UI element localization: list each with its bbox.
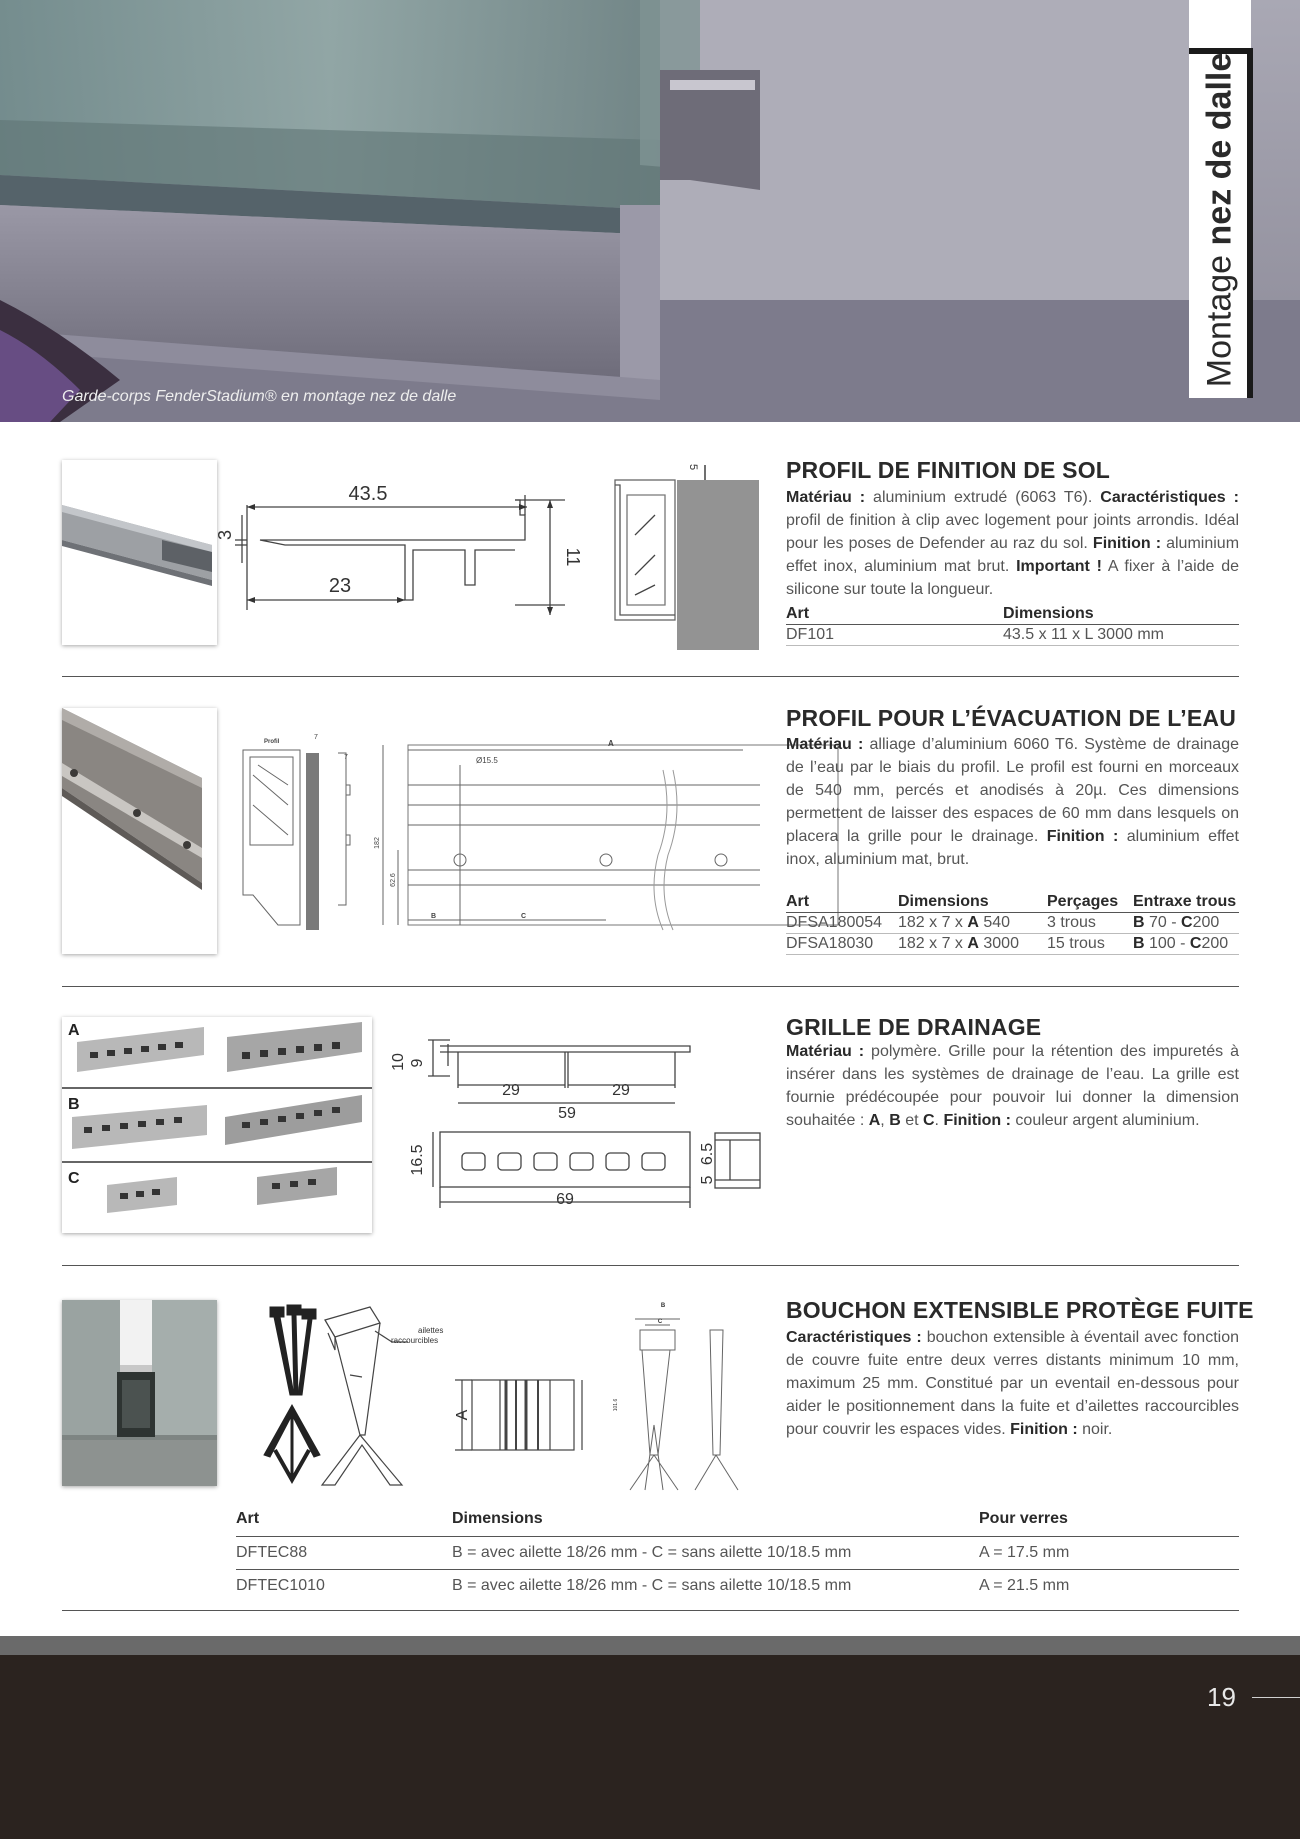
grille-drawing xyxy=(390,1030,770,1220)
profil-evacuation-title: PROFIL POUR L’ÉVACUATION DE L’EAU xyxy=(786,705,1237,731)
dim-29-left: 29 xyxy=(502,1082,520,1099)
entraxe-b: B xyxy=(1133,935,1145,952)
footer-strip xyxy=(0,1636,1300,1655)
side-tab-title xyxy=(1201,53,1240,388)
table-row xyxy=(236,1570,1239,1603)
hero-caption: Garde-corps FenderStadium® en montage nez de dalle xyxy=(62,388,457,405)
side-title-light: Montage xyxy=(1200,245,1239,388)
footer xyxy=(0,1655,1300,1839)
table-row xyxy=(786,625,1239,646)
profil-sol-description xyxy=(786,486,1239,601)
cell-art: DFTEC88 xyxy=(236,1537,452,1570)
dim-c: C xyxy=(521,913,527,920)
dim-part: 182 x 7 x xyxy=(898,935,968,952)
col-art: Art xyxy=(236,1510,452,1537)
dim-69: 69 xyxy=(556,1191,574,1208)
label-finition: Finition : xyxy=(943,1112,1011,1129)
sep: . xyxy=(934,1112,944,1129)
page-number: 19 xyxy=(1207,1682,1236,1712)
cell-art: DF101 xyxy=(786,625,1003,646)
col-art: Art xyxy=(786,893,898,913)
label-materiau: Matériau : xyxy=(786,736,864,753)
hero-photo xyxy=(0,0,1300,422)
divider xyxy=(62,1265,1239,1266)
profil-evacuation-drawing xyxy=(238,725,760,940)
bouchon-drawing xyxy=(250,1295,770,1490)
label-caracteristiques: Caractéristiques : xyxy=(1100,489,1239,506)
grille-label-c: C xyxy=(68,1170,80,1187)
cell-dimensions: 43.5 x 11 x L 3000 mm xyxy=(1003,625,1239,646)
entraxe-b-val: 70 - xyxy=(1144,914,1182,931)
col-art: Art xyxy=(786,605,1003,625)
dim-b: B xyxy=(431,913,437,920)
profil-sol-photo-svg xyxy=(62,460,217,645)
side-tab-bar xyxy=(1247,48,1253,398)
profil-sol-photo xyxy=(62,460,217,645)
cell-pour-verres: A = 21.5 mm xyxy=(979,1577,1070,1594)
entraxe-b-val: 100 - xyxy=(1144,935,1190,952)
grille-label-b: B xyxy=(68,1096,80,1113)
table-row xyxy=(786,934,1239,955)
cell-dimensions xyxy=(898,934,1047,955)
entraxe-c-val: 200 xyxy=(1192,914,1220,931)
col-dimensions: Dimensions xyxy=(1003,605,1239,625)
dim-11: 11 xyxy=(563,547,583,567)
dim-9: 9 xyxy=(409,1058,426,1068)
text-finition: noir. xyxy=(1077,1421,1113,1438)
hero-image xyxy=(0,0,1300,422)
cell-pour-verres: A = 17.5 mm xyxy=(979,1537,1239,1570)
grille-description xyxy=(786,1040,1239,1132)
cell-art: DFTEC1010 xyxy=(236,1577,325,1594)
side-title-bold: nez de dalle xyxy=(1200,52,1239,246)
grille-photo-svg xyxy=(62,1017,372,1233)
dim-bold: A xyxy=(967,935,979,952)
cell-entraxe xyxy=(1133,934,1239,955)
bouchon-photo xyxy=(62,1300,217,1486)
section-side-tab xyxy=(1189,0,1251,398)
bouchon-photo-svg xyxy=(62,1300,217,1486)
profil-evacuation-table xyxy=(786,893,1239,955)
callout-raccourcibles: raccourcibles xyxy=(391,1336,439,1345)
profil-sol-title: PROFIL DE FINITION DE SOL xyxy=(786,457,1111,483)
cell-dimensions xyxy=(898,913,1047,934)
text-important: A fixer à l’aide de silicone sur toute la longueur. xyxy=(786,558,1240,598)
dim-a: A xyxy=(608,739,614,748)
dim-16-5: 16.5 xyxy=(409,1144,426,1176)
text-finition: couleur argent aluminium. xyxy=(1010,1112,1200,1129)
grille-title: GRILLE DE DRAINAGE xyxy=(786,1014,1042,1040)
cell-entraxe xyxy=(1133,913,1239,934)
profil-sol-drawing xyxy=(215,455,760,650)
divider xyxy=(62,986,1239,987)
sep: , xyxy=(880,1112,890,1129)
col-entraxe: Entraxe trous xyxy=(1133,893,1239,913)
cell-art: DFSA180054 xyxy=(786,913,898,934)
entraxe-c-val: 200 xyxy=(1201,935,1229,952)
dim-7-top: 7 xyxy=(314,734,318,741)
dim-bold: A xyxy=(967,914,979,931)
cell-percages: 3 trous xyxy=(1047,913,1133,934)
entraxe-c: C xyxy=(1181,914,1193,931)
dim-diameter: Ø15.5 xyxy=(476,756,498,765)
text-materiau: aluminium extrudé (6063 T6). xyxy=(865,489,1101,506)
text-materiau: alliage d’aluminium 6060 T6. Système de drainage de l’eau par le biais du profil. Le profil est fourni en morceaux de 540 mm, percés et anodisés à 20µ. Ces dimensions permettent de laisser des espaces de 60 mm dans lesquels on placera la grille pour le drainage. xyxy=(786,736,1239,845)
dim-10: 10 xyxy=(390,1053,407,1071)
page-number-line xyxy=(1252,1697,1300,1698)
col-percages: Perçages xyxy=(1047,893,1133,913)
table-row xyxy=(786,913,1239,934)
bouchon-title: BOUCHON EXTENSIBLE PROTÈGE FUITE xyxy=(786,1297,1254,1323)
cell-dimensions: B = avec ailette 18/26 mm - C = sans ailette 10/18.5 mm xyxy=(452,1537,979,1570)
sep: et xyxy=(900,1112,923,1129)
grille-drawing-svg xyxy=(390,1030,770,1220)
table-row xyxy=(236,1537,1239,1570)
table-header-row xyxy=(786,893,1239,913)
dim-43-5: 43.5 xyxy=(348,483,388,505)
dim-62-6: 62.6 xyxy=(390,873,397,887)
text-finition: aluminium effet inox, aluminium mat brut. xyxy=(786,535,1240,575)
text-caracteristiques: bouchon extensible à éventail avec fonction de couvre fuite entre deux verres distants minimum 10 mm, maximum 25 mm. Constitué par un eventail en-dessous pour aider le positionnement dans la fuite et d’ailettes raccourcibles pour couvrir les espaces vides. xyxy=(786,1329,1239,1438)
dim-part: 540 xyxy=(978,914,1011,931)
cell-dimensions: B = avec ailette 18/26 mm - C = sans ailette 10/18.5 mm xyxy=(452,1577,852,1594)
col-dimensions: Dimensions xyxy=(452,1510,979,1537)
cell-percages: 15 trous xyxy=(1047,934,1133,955)
dim-part: 182 x 7 x xyxy=(898,914,968,931)
profil-evacuation-photo xyxy=(62,708,217,954)
dim-182: 182 xyxy=(374,837,381,849)
dim-c: C xyxy=(657,1319,663,1325)
label-caracteristiques: Caractéristiques : xyxy=(786,1329,922,1346)
option-c: C xyxy=(922,1112,935,1129)
profil-sol-drawing-svg xyxy=(215,455,760,650)
cell-art: DFSA18030 xyxy=(786,934,898,955)
callout-ailettes: ailettes xyxy=(418,1326,444,1335)
grille-photo xyxy=(62,1017,372,1233)
option-a: A xyxy=(868,1112,881,1129)
label-important: Important ! xyxy=(1016,558,1102,575)
dim-3: 3 xyxy=(215,529,235,541)
col-pour-verres: Pour verres xyxy=(979,1510,1239,1537)
label-profil: Profil xyxy=(264,739,280,745)
grille-label-a: A xyxy=(68,1022,80,1039)
divider xyxy=(62,676,1239,677)
label-finition: Finition : xyxy=(1092,535,1162,552)
dim-6-5: 6.5 xyxy=(699,1142,716,1166)
entraxe-b: B xyxy=(1133,914,1145,931)
dim-5: 5 xyxy=(687,463,699,471)
label-finition: Finition : xyxy=(1010,1421,1078,1438)
text-materiau: polymère. Grille pour la rétention des impuretés à insérer dans les systèmes de drainage de l’eau. La grille est fournie prédécoupée pour pouvoir lui donner la dimension souhaitée : xyxy=(786,1043,1239,1129)
table-header-row xyxy=(236,1510,1239,1537)
dim-a: A xyxy=(454,1409,471,1421)
text-caracteristiques: profil de finition à clip avec logement pour joints arrondis. Idéal pour les poses de Defender au raz du sol. xyxy=(786,512,1239,552)
bouchon-table xyxy=(236,1510,1239,1602)
label-materiau: Matériau : xyxy=(786,489,866,506)
bouchon-description xyxy=(786,1326,1239,1441)
dim-5: 5 xyxy=(699,1175,716,1185)
col-dimensions: Dimensions xyxy=(898,893,1047,913)
entraxe-c: C xyxy=(1189,935,1202,952)
divider xyxy=(62,1610,1239,1611)
option-b: B xyxy=(889,1112,901,1129)
dim-23: 23 xyxy=(328,575,352,597)
dim-part: 3000 xyxy=(978,935,1019,952)
dim-b: B xyxy=(660,1303,666,1309)
dim-59: 59 xyxy=(558,1105,576,1122)
text-finition: aluminium effet inox, aluminium mat, brut. xyxy=(786,828,1239,868)
profil-evacuation-drawing-svg xyxy=(238,725,760,940)
dim-101-6: 101.6 xyxy=(613,1398,619,1412)
label-materiau: Matériau : xyxy=(786,1043,865,1060)
profil-evacuation-description xyxy=(786,733,1239,871)
bouchon-drawing-svg xyxy=(250,1295,770,1490)
profil-sol-table xyxy=(786,605,1239,646)
dim-7-side: 7 xyxy=(344,754,348,761)
table-header-row xyxy=(786,605,1239,625)
label-finition: Finition : xyxy=(1046,828,1119,845)
dim-29-right: 29 xyxy=(612,1082,630,1099)
profil-evacuation-photo-svg xyxy=(62,708,217,954)
